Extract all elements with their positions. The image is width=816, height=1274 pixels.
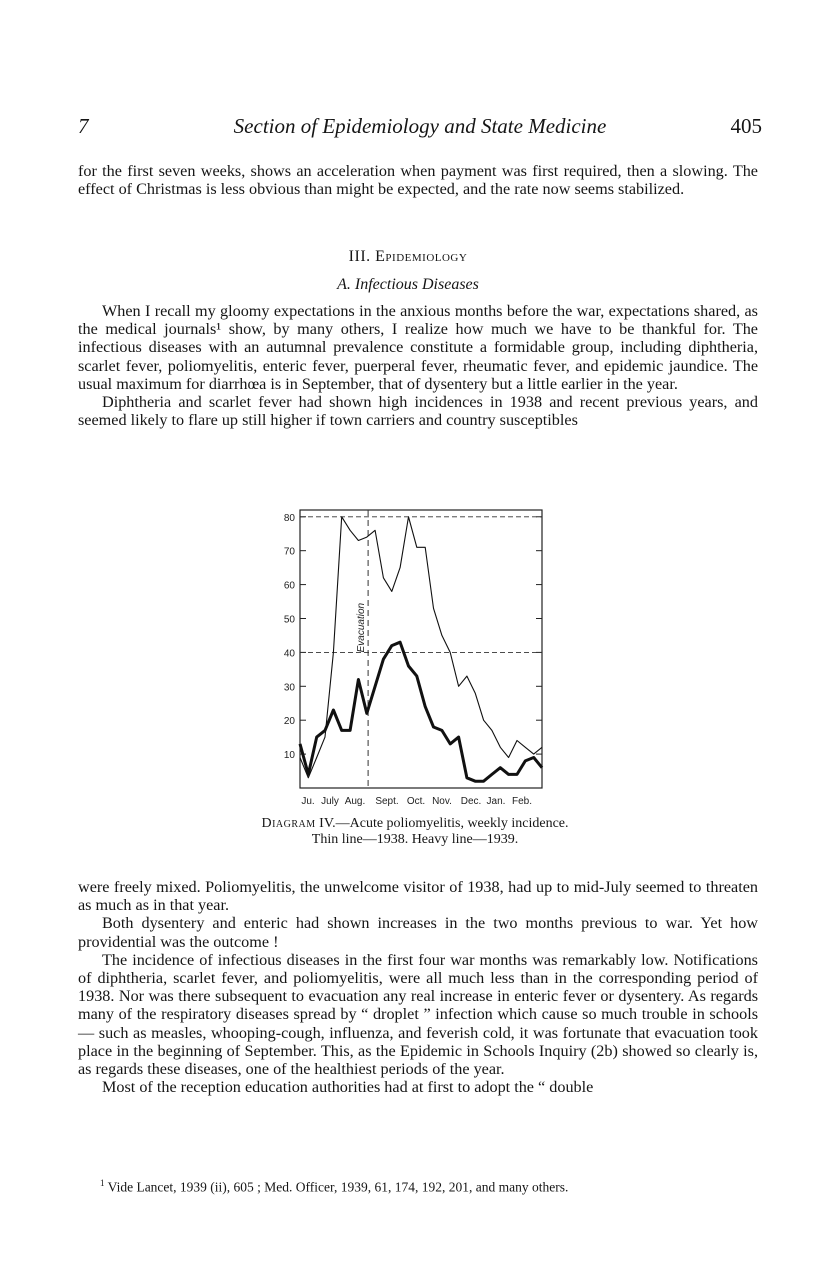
page-number: 405 bbox=[730, 114, 762, 138]
x-tick-label: Jan. bbox=[486, 796, 506, 807]
footnote-text: Vide Lancet, 1939 (ii), 605 ; Med. Officer, 1939, 61, 174, 192, 201, and many others. bbox=[107, 1179, 569, 1195]
plot-frame bbox=[300, 510, 542, 788]
x-tick-label: Aug. bbox=[344, 796, 366, 807]
figure-caption bbox=[200, 816, 630, 848]
footnote-marker: 1 bbox=[100, 1178, 105, 1188]
paragraph: Most of the reception education authorities had at first to adopt the “ double bbox=[102, 1078, 594, 1097]
caption-line-2: Thin line—1938. Heavy line—1939. bbox=[311, 832, 519, 847]
y-tick-label: 10 bbox=[283, 750, 295, 762]
section-subheading: A. Infectious Diseases bbox=[337, 276, 479, 293]
caption-number: IV. bbox=[319, 816, 336, 831]
caption-lead: Diagram bbox=[261, 816, 316, 831]
intro-paragraph bbox=[78, 162, 758, 198]
paragraph: were freely mixed. Poliomyelitis, the unwelcome visitor of 1938, had up to mid-July seemed to threaten as much as in that year. bbox=[78, 878, 758, 915]
caption-line-1 bbox=[200, 816, 630, 832]
series-line-1939 bbox=[300, 642, 542, 781]
paragraph: Both dysentery and enteric had shown increases in the two months previous to war. Yet how providential was the outcome ! bbox=[78, 914, 758, 951]
running-title: Section of Epidemiology and State Medicine bbox=[233, 114, 607, 138]
x-tick-label: July bbox=[321, 796, 339, 807]
x-tick-label: Sept. bbox=[375, 796, 399, 807]
body-before-figure bbox=[78, 302, 758, 429]
paragraph: Diphtheria and scarlet fever had shown high incidences in 1938 and recent previous years, and seemed likely to flare up still higher if town carriers and country susceptibles bbox=[78, 393, 758, 430]
y-tick-label: 80 bbox=[283, 512, 295, 524]
x-tick-label: Dec. bbox=[460, 796, 482, 807]
x-tick-label: Ju. bbox=[301, 796, 315, 807]
y-tick-label: 40 bbox=[283, 648, 295, 660]
series-line-1938 bbox=[300, 517, 542, 778]
footnote bbox=[100, 1175, 760, 1196]
running-header bbox=[78, 114, 762, 144]
y-tick-label: 70 bbox=[283, 546, 295, 558]
x-tick-label: Feb. bbox=[511, 796, 533, 807]
y-tick-label: 20 bbox=[283, 716, 295, 728]
evacuation-label: Evacuation bbox=[356, 602, 368, 653]
body-after-figure bbox=[78, 878, 758, 1096]
paragraph: When I recall my gloomy expectations in the anxious months before the war, expectations shared, as the medical journals¹ show, by many others, I realize how much we have to be thankful for. The infectious diseases with an autumnal prevalence constitute a formidable group, including diphtheria, scarlet fever, poliomyelitis, enteric fever, puerperal fever, rheumatic fever, and epidemic jaundice. The usual maximum for diarrhœa is in September, that of dysentery but a little earlier in the year. bbox=[78, 302, 758, 393]
paragraph: The incidence of infectious diseases in the first four war months was remarkably low. Notifications of diphtheria, scarlet fever, and poliomyelitis, were all much less than in the corresponding period of 1938. Nor was there subsequent to evacuation any real increase in enteric fever or dysentery. As regards many of the respiratory diseases spread by “ droplet ” infection which cause so much trouble in schools— such as measles, whooping-cough, influenza, and feverish cold, it was fortunate that evacuation took place in the beginning of September. This, as the Epidemic in Schools Inquiry (2b) showed so clearly is, as regards these diseases, one of the healthiest periods of the year. bbox=[78, 950, 758, 1079]
intro-text: for the first seven weeks, shows an acceleration when payment was first required, then a slowing. The effect of Christmas is less obvious than might be expected, and the rate now seems stabilized. bbox=[78, 162, 758, 199]
section-heading: III. Epidemiology bbox=[348, 248, 468, 265]
x-tick-label: Oct. bbox=[406, 796, 426, 807]
y-tick-label: 50 bbox=[283, 614, 295, 626]
x-tick-label: Nov. bbox=[432, 796, 452, 807]
poliomyelitis-chart bbox=[270, 500, 570, 810]
y-tick-label: 30 bbox=[283, 682, 295, 694]
page-marker: 7 bbox=[78, 114, 89, 138]
y-tick-label: 60 bbox=[283, 580, 295, 592]
caption-text: —Acute poliomyelitis, weekly incidence. bbox=[335, 816, 569, 831]
